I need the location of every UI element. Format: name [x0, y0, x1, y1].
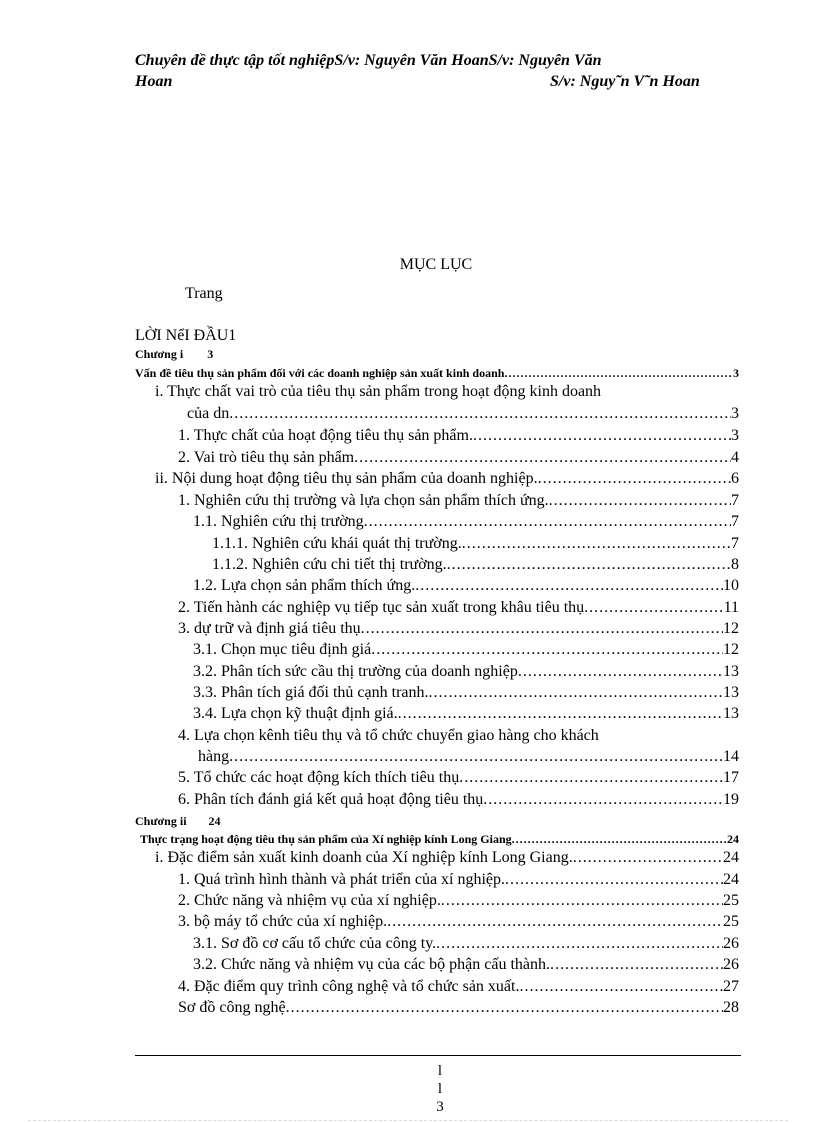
toc-entry[interactable]	[178, 727, 739, 745]
header-line-1: Chuyên đề thực tập tốt nghiệpS/v: Nguyên Văn HoanS/v: Nguyên Văn	[135, 52, 602, 69]
toc-entry-page: 24	[723, 871, 739, 888]
toc-entry-text: 1.1.1. Nghiên cứu khái quát thị trường.	[212, 535, 462, 552]
toc-entry[interactable]	[193, 705, 739, 723]
toc-entry-page: 26	[723, 935, 739, 952]
chapter-2-title: Chương ii	[135, 814, 187, 828]
toc-entry-text: 3.3. Phân tích giá đối thủ cạnh tranh.	[193, 684, 429, 701]
dot-leader	[505, 871, 723, 889]
toc-entry-page: 10	[723, 577, 739, 594]
chapter-1-page: 3	[207, 347, 214, 361]
dot-leader	[364, 513, 731, 531]
toc-entry[interactable]	[178, 449, 739, 467]
toc-entry-page: 24	[727, 832, 739, 846]
toc-entry-text: 5. Tổ chức các hoạt động kích thích tiêu thụ	[178, 769, 460, 786]
dot-leader	[550, 956, 723, 974]
toc-entry-text: 3. bộ máy tổ chức của xí nghiệp.	[178, 913, 388, 930]
toc-entry[interactable]	[178, 620, 739, 638]
toc-entry[interactable]	[178, 892, 739, 910]
toc-entry[interactable]	[193, 513, 739, 531]
toc-entry-page: 17	[723, 769, 739, 786]
toc-entry[interactable]	[178, 791, 739, 809]
dot-leader	[447, 556, 731, 574]
header-line-2-left: Hoan	[135, 73, 173, 90]
toc-entry-text: 1. Nghiên cứu thị trường và lựa chọn sản phẩm thích ứng.	[178, 492, 549, 509]
toc-entry[interactable]	[193, 577, 739, 595]
toc-entry-page: 6	[731, 470, 739, 487]
dot-leader	[415, 577, 723, 595]
dot-leader	[512, 832, 727, 847]
toc-entry[interactable]	[198, 748, 739, 766]
toc-entry-page: 24	[723, 849, 739, 866]
toc-entry[interactable]	[212, 535, 739, 553]
dot-leader	[354, 449, 731, 467]
toc-entry[interactable]	[178, 427, 739, 445]
toc-entry-text: 4. Lựa chọn kênh tiêu thụ và tổ chức chuyển giao hàng cho khách	[178, 727, 599, 744]
toc-entry-page: 26	[723, 956, 739, 973]
dot-leader	[483, 791, 723, 809]
toc-entry[interactable]	[178, 769, 739, 787]
toc-entry-text: 3.2. Chức năng và nhiệm vụ của các bộ phận cấu thành.	[193, 956, 550, 973]
toc-entry-page: 25	[723, 892, 739, 909]
footer-divider	[135, 1055, 741, 1056]
toc-entry-page: 13	[723, 684, 739, 701]
toc-entry-page: 3	[733, 366, 739, 380]
toc-entry-page: 28	[723, 999, 739, 1016]
footer-line-2: l	[437, 1081, 443, 1097]
toc-entry[interactable]	[193, 684, 739, 702]
toc-entry-page: 7	[731, 535, 739, 552]
toc-entry-text: 6. Phân tích đánh giá kết quả hoạt động tiêu thụ	[178, 791, 484, 808]
page-number: 3	[436, 1099, 444, 1115]
toc-entry-page: 13	[723, 663, 739, 680]
toc-entry-text: 3. dự trữ và định giá tiêu thụ	[178, 620, 361, 637]
dot-leader	[518, 663, 723, 681]
toc-entry-page: 3	[731, 427, 739, 444]
dot-leader	[538, 470, 731, 488]
dot-leader	[504, 366, 733, 381]
toc-entry[interactable]	[155, 849, 739, 867]
toc-entry-text: 1.2. Lựa chọn sản phẩm thích ứng.	[193, 577, 416, 594]
toc-entry-text: 3.1. Chọn mục tiêu định giá	[193, 641, 372, 658]
page-title: MỤC LỤC	[399, 256, 473, 273]
dot-leader	[549, 492, 731, 510]
dot-leader	[473, 427, 731, 445]
toc-entry[interactable]	[135, 366, 739, 381]
dot-leader	[436, 935, 723, 953]
page-footer	[0, 1062, 816, 1116]
toc-entry-text: 1. Thực chất của hoạt động tiêu thụ sản phẩm.	[178, 427, 473, 444]
dot-leader	[429, 684, 723, 702]
toc-entry[interactable]	[155, 470, 739, 488]
toc-entry[interactable]	[193, 641, 739, 659]
toc-entry-page: 11	[723, 599, 739, 616]
toc-entry-page: 12	[723, 620, 739, 637]
toc-entry[interactable]	[178, 599, 739, 617]
toc-entry-text: 3.2. Phân tích sức cầu thị trường của doanh nghiệp	[193, 663, 518, 680]
toc-entry-page: 25	[723, 913, 739, 930]
toc-entry-text: 3.1. Sơ đồ cơ cấu tổ chức của công ty.	[193, 935, 437, 952]
toc-entry-text: Sơ đồ công nghệ	[178, 999, 286, 1016]
footer-line-1: l	[437, 1063, 443, 1079]
toc-entry[interactable]	[178, 871, 739, 889]
dot-leader	[584, 599, 723, 617]
dot-leader	[229, 748, 723, 766]
toc-entry-text: 2. Tiến hành các nghiệp vụ tiếp tục sản xuất trong khâu tiêu thụ	[178, 599, 585, 616]
dot-leader	[398, 705, 723, 723]
intro-entry[interactable]: LỜI NểI ĐẦU1	[135, 327, 237, 344]
toc-entry[interactable]	[187, 405, 739, 423]
dot-leader	[371, 641, 723, 659]
toc-entry-page: 7	[731, 492, 739, 509]
toc-entry[interactable]	[193, 956, 739, 974]
toc-entry-text: của dn	[187, 405, 230, 422]
toc-entry-page: 8	[731, 556, 739, 573]
dot-leader	[519, 978, 723, 996]
toc-entry-page: 12	[723, 641, 739, 658]
header-line-2-right: S/v: Nguy˜n V˜n Hoan	[550, 73, 700, 90]
dot-leader	[286, 999, 723, 1017]
dot-leader	[573, 849, 723, 867]
dot-leader	[459, 769, 723, 787]
toc-entry-page: 3	[731, 405, 739, 422]
toc-entry[interactable]	[193, 935, 739, 953]
toc-entry-page: 27	[723, 978, 739, 995]
chapter-1-title: Chương i	[135, 347, 184, 361]
toc-entry-page: 13	[723, 705, 739, 722]
dot-leader	[387, 913, 723, 931]
toc-entry-page: 14	[723, 748, 739, 765]
toc-entry[interactable]	[212, 556, 739, 574]
toc-entry-page: 7	[731, 513, 739, 530]
dot-leader	[462, 535, 731, 553]
page-column-label: Trang	[185, 285, 223, 302]
toc-entry-text: 3.4. Lựa chọn kỹ thuật định giá.	[193, 705, 398, 722]
toc-entry-text: 1. Quá trình hình thành và phát triển của xí nghiệp.	[178, 871, 506, 888]
toc-entry[interactable]	[178, 913, 739, 931]
toc-entry-text: Vấn đề tiêu thụ sản phẩm đối với các doanh nghiệp sản xuất kinh doanh	[135, 366, 505, 380]
toc-entry-text: 2. Vai trò tiêu thụ sản phẩm	[178, 449, 355, 466]
dot-leader	[361, 620, 723, 638]
chapter-1-label	[135, 347, 213, 362]
toc-entry[interactable]	[140, 832, 739, 847]
toc-entry-text: hàng	[198, 748, 230, 765]
page-break-line	[28, 1120, 788, 1121]
dot-leader	[229, 405, 731, 423]
chapter-2-label	[135, 814, 221, 829]
toc-entry-text: 1.1.2. Nghiên cứu chi tiết thị trường.	[212, 556, 447, 573]
dot-leader	[441, 892, 723, 910]
toc-entry-text: i. Đặc điểm sản xuất kinh doanh của Xí nghiệp kính Long Giang.	[155, 849, 573, 866]
toc-entry-text: 1.1. Nghiên cứu thị trường	[193, 513, 364, 530]
toc-entry[interactable]	[178, 999, 739, 1017]
toc-entry[interactable]	[155, 383, 739, 401]
toc-entry-text: ii. Nội dung hoạt động tiêu thụ sản phẩm của doanh nghiệp.	[155, 470, 538, 487]
toc-entry-page: 4	[731, 449, 739, 466]
toc-entry-page: 19	[723, 791, 739, 808]
toc-entry-text: 4. Đặc điểm quy trình công nghệ và tổ chức sản xuất.	[178, 978, 520, 995]
toc-entry[interactable]	[178, 978, 739, 996]
toc-entry[interactable]	[178, 492, 739, 510]
chapter-2-page: 24	[208, 814, 221, 828]
toc-entry[interactable]	[193, 663, 739, 681]
toc-entry-text: 2. Chức năng và nhiệm vụ của xí nghiệp.	[178, 892, 441, 909]
toc-entry-text: Thực trạng hoạt động tiêu thụ sản phẩm của Xí nghiệp kính Long Giang	[140, 832, 512, 846]
toc-entry-text: i. Thực chất vai trò của tiêu thụ sản phẩm trong hoạt động kinh doanh	[155, 383, 602, 400]
